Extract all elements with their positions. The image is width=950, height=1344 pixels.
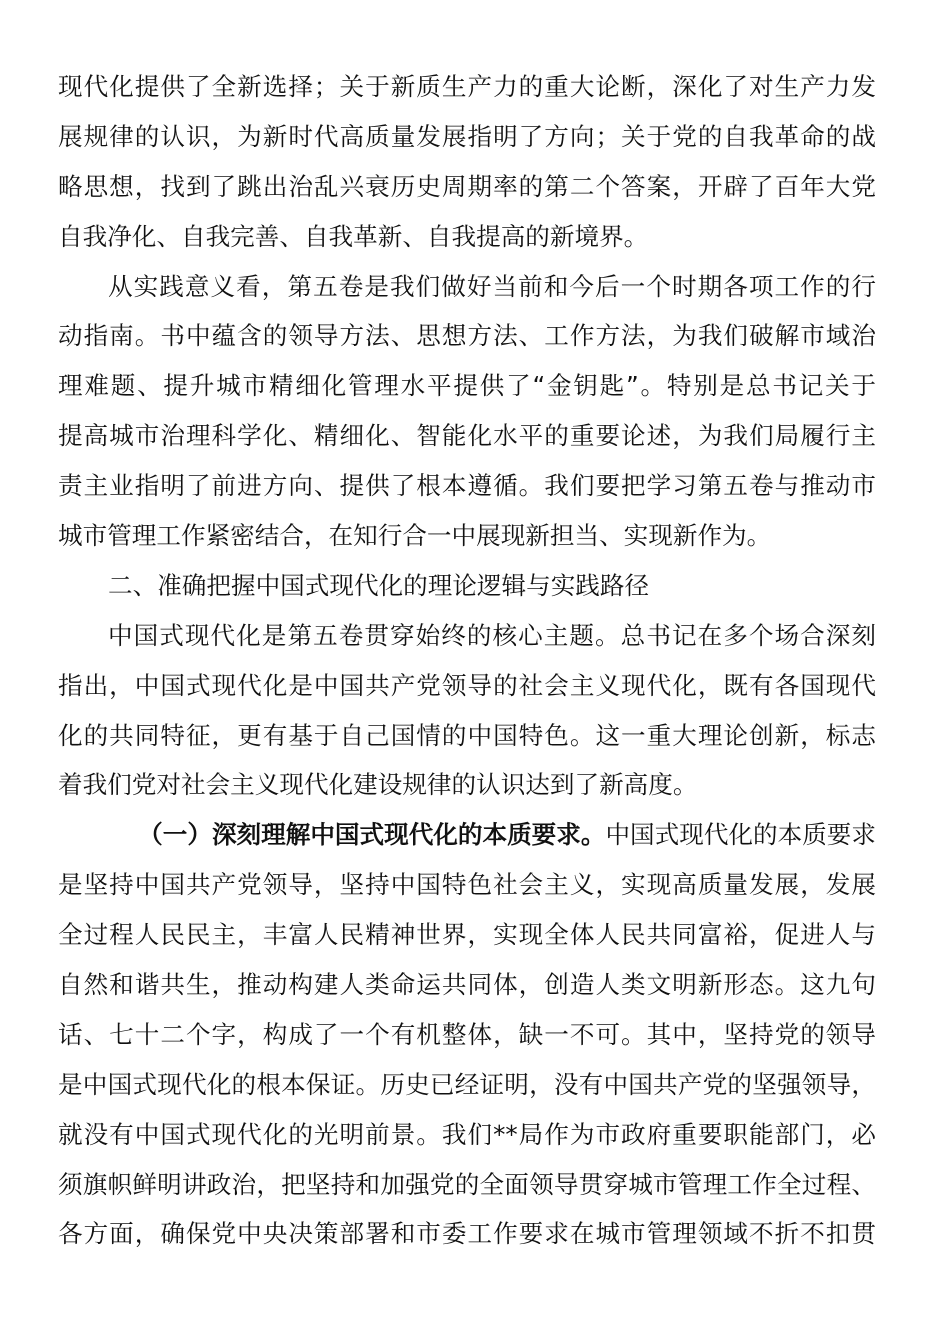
text-line: 中国式现代化是第五卷贯穿始终的核心主题。总书记在多个场合深刻 — [108, 620, 876, 650]
subheading-bold: （一）深刻理解中国式现代化的本质要求。 — [138, 820, 606, 850]
text-line: 自然和谐共生，推动构建人类命运共同体，创造人类文明新形态。这九句 — [58, 970, 876, 1000]
text-line: 是坚持中国共产党领导，坚持中国特色社会主义，实现高质量发展，发展 — [58, 870, 876, 900]
text-line: 现代化提供了全新选择；关于新质生产力的重大论断，深化了对生产力发 — [58, 72, 876, 101]
text-line: 从实践意义看，第五卷是我们做好当前和今后一个时期各项工作的行 — [108, 271, 876, 301]
text-line: 指出，中国式现代化是中国共产党领导的社会主义现代化，既有各国现代 — [58, 670, 876, 700]
text-line: 自我净化、自我完善、自我革新、自我提高的新境界。 — [58, 221, 649, 251]
text-line: 化的共同特征，更有基于自己国情的中国特色。这一重大理论创新，标志 — [58, 720, 876, 750]
text-line: 理难题、提升城市精细化管理水平提供了“金钥匙”。特别是总书记关于 — [58, 371, 876, 401]
text-line: 就没有中国式现代化的光明前景。我们**局作为市政府重要职能部门，必 — [58, 1119, 876, 1149]
text-line: 全过程人民民主，丰富人民精神世界，实现全体人民共同富裕，促进人与 — [58, 920, 876, 950]
text-line: 责主业指明了前进方向、提供了根本遵循。我们要把学习第五卷与推动市 — [58, 471, 876, 501]
text-line: 略思想，找到了跳出治乱兴衰历史周期率的第二个答案，开辟了百年大党 — [58, 171, 876, 201]
text-line: 展规律的认识，为新时代高质量发展指明了方向；关于党的自我革命的战 — [58, 121, 876, 151]
text-line: 动指南。书中蕴含的领导方法、思想方法、工作方法，为我们破解市域治 — [58, 321, 876, 351]
text-line — [58, 810, 876, 860]
text-line: 话、七十二个字，构成了一个有机整体，缺一不可。其中，坚持党的领导 — [58, 1019, 876, 1049]
document-page — [58, 62, 876, 1259]
subheading-rest: 中国式现代化的本质要求 — [605, 820, 876, 850]
text-line: 须旗帜鲜明讲政治，把坚持和加强党的全面领导贯穿城市管理工作全过程、 — [58, 1169, 876, 1199]
text-line: 城市管理工作紧密结合，在知行合一中展现新担当、实现新作为。 — [58, 521, 772, 551]
text-line: 着我们党对社会主义现代化建设规律的认识达到了新高度。 — [58, 770, 698, 800]
text-line: 各方面，确保党中央决策部署和市委工作要求在城市管理领域不折不扣贯 — [58, 1219, 876, 1249]
section-heading: 二、准确把握中国式现代化的理论逻辑与实践路径 — [108, 570, 650, 600]
text-line: 提高城市治理科学化、精细化、智能化水平的重要论述，为我们局履行主 — [58, 421, 876, 451]
text-line: 是中国式现代化的根本保证。历史已经证明，没有中国共产党的坚强领导， — [58, 1069, 876, 1099]
